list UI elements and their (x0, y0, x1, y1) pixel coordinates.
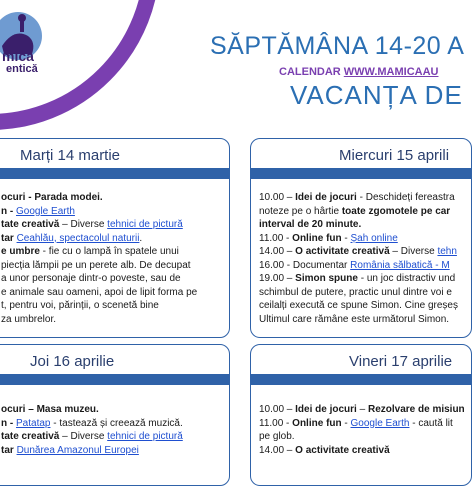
activity-text: . (139, 232, 143, 244)
activity-text: Idei de jocuri (295, 404, 357, 415)
activity-link[interactable]: Ceahlău, spectacolul naturii (16, 232, 140, 244)
activity-line (1, 430, 183, 444)
activity-text: - Deschideți fereastra (356, 192, 455, 203)
activity-text: – Diverse (389, 246, 438, 257)
activity-text: t, pentru voi, părinții, o scenetă bine (1, 300, 159, 311)
activity-text: ceilalți execută ce spune Simon. Cine greșeș (259, 300, 458, 311)
activity-text: 10.00 – (259, 404, 296, 415)
activity-text: schimbul de putere, practic unul dintre voi e (259, 286, 452, 298)
activity-text: pe glob. (259, 431, 295, 442)
activity-text: Ultimul care rămâne este următorul Simon. (259, 313, 450, 325)
activity-text: Idei de jocuri (295, 192, 357, 203)
activity-line (259, 444, 465, 458)
activity-link[interactable]: tehnici de pictură (107, 219, 183, 230)
activity-line (259, 403, 465, 417)
activity-text: – (356, 404, 368, 415)
activity-text: n - (1, 417, 16, 429)
activity-text: Simon spune (295, 273, 358, 284)
activity-line (1, 272, 197, 286)
activity-line (259, 218, 458, 232)
activity-text: - tastează și creează muzică. (50, 417, 183, 429)
activity-line (1, 218, 197, 232)
activity-text: O activitate creativă (295, 246, 390, 257)
activity-link[interactable]: Șah online (350, 232, 398, 244)
activity-text: ocuri - Parada modei. (1, 192, 103, 203)
activity-link[interactable]: tehnici de pictură (107, 431, 183, 442)
activity-line (1, 205, 197, 219)
activity-text: - (341, 417, 351, 429)
activity-text: interval de 20 minute. (259, 219, 362, 230)
day-header-band (0, 168, 229, 179)
logo-text-line1: mica (2, 48, 34, 64)
activity-line (1, 313, 197, 327)
activity-text: 11.00 - (259, 417, 293, 429)
activity-text: Online fun (292, 232, 342, 244)
activity-line (259, 232, 458, 246)
activity-line (1, 259, 197, 273)
activity-line (1, 191, 197, 205)
activity-line (259, 417, 465, 431)
day-lines (259, 191, 458, 326)
activity-line (259, 286, 458, 300)
activity-text: 19.00 – (259, 273, 296, 284)
activity-link[interactable]: Patatap (16, 417, 51, 429)
activity-link[interactable]: tehn (437, 246, 457, 257)
day-header-band (251, 168, 471, 179)
activity-text: tate creativă (1, 219, 60, 230)
day-header-band (251, 374, 471, 385)
activity-link[interactable]: România sălbatică - M (350, 259, 450, 271)
activity-text: piecția lămpii pe un perete alb. De decupat (1, 259, 191, 271)
activity-line (259, 299, 458, 313)
activity-text: – Diverse (59, 431, 108, 442)
day-title: Vineri 17 aprilie (349, 353, 453, 370)
activity-text: 14.00 – (259, 444, 296, 456)
day-header-band (0, 374, 229, 385)
page-subtitle: VACANȚA DE (290, 80, 463, 110)
activity-link[interactable]: Dunărea Amazonul Europei (16, 444, 139, 456)
activity-line (259, 430, 465, 444)
activity-line (1, 299, 197, 313)
activity-line (1, 232, 197, 246)
calendar-link[interactable]: WWW.MAMICAAU (343, 66, 439, 78)
day-title: Miercuri 15 aprili (339, 147, 450, 164)
activity-line (1, 444, 183, 458)
activity-link[interactable]: Google Earth (16, 205, 75, 217)
activity-text: - caută lit (409, 417, 453, 429)
activity-text: – Diverse (59, 219, 108, 230)
activity-text: e animale sau oameni, apoi de lipit forma pe (1, 286, 198, 298)
activity-text: - un joc distractiv und (357, 273, 456, 284)
day-card-friday (250, 344, 472, 486)
logo-text-line2: entică (6, 63, 38, 75)
activity-text: 14.00 – (259, 246, 296, 257)
activity-text: e umbre (1, 246, 40, 257)
activity-text: tar (1, 444, 17, 456)
activity-text: toate zgomotele pe car (341, 205, 451, 217)
activity-text: noteze pe o hârtie (259, 205, 342, 217)
page-title: SĂPTĂMÂNA 14-20 A (210, 32, 465, 60)
activity-line (1, 417, 183, 431)
activity-text: 11.00 - (259, 232, 293, 244)
day-card-thursday (0, 344, 230, 486)
day-lines (1, 403, 183, 457)
activity-line (259, 272, 458, 286)
activity-text: - (341, 232, 351, 244)
calendar-line (279, 66, 438, 78)
activity-text: za umbrelor. (1, 313, 57, 325)
activity-text: 10.00 – (259, 192, 296, 203)
activity-line (259, 313, 458, 327)
activity-text: ocuri – Masa muzeu. (1, 404, 99, 415)
day-card-tuesday (0, 138, 230, 338)
activity-text: Rezolvare de misiun (367, 404, 465, 415)
activity-line (1, 245, 197, 259)
activity-line (1, 403, 183, 417)
activity-text: tate creativă (1, 431, 60, 442)
activity-line (259, 245, 458, 259)
activity-text: - fie cu o lampă în spatele unui (39, 246, 179, 257)
activity-text: Online fun (292, 417, 342, 429)
activity-line (259, 205, 458, 219)
day-lines (1, 191, 197, 326)
activity-text: tar (1, 232, 17, 244)
calendar-prefix: CALENDAR (279, 66, 344, 78)
day-title: Joi 16 aprilie (30, 353, 115, 370)
activity-line (259, 191, 458, 205)
activity-text: O activitate creativă (295, 444, 390, 456)
activity-text: a unor personaje dintr-o poveste, sau de (1, 273, 181, 284)
activity-link[interactable]: Google Earth (350, 417, 410, 429)
activity-line (259, 259, 458, 273)
day-lines (259, 403, 465, 457)
activity-text: 16.00 - Documentar (259, 259, 351, 271)
day-title: Marți 14 martie (20, 147, 121, 164)
activity-text: n - (1, 205, 16, 217)
day-card-wednesday (250, 138, 472, 338)
activity-line (1, 286, 197, 300)
